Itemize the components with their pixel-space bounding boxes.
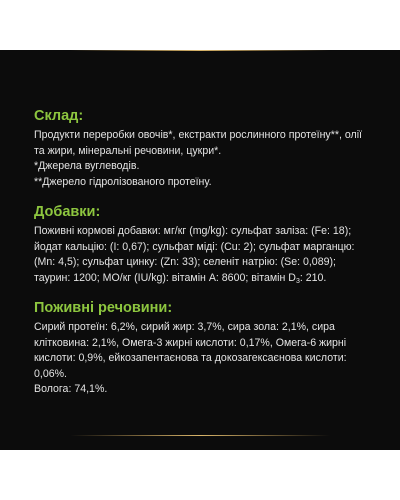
nutrients-moisture: Волога: 74,1%. [34, 383, 108, 395]
additives-section [34, 204, 374, 286]
top-gold-divider [70, 50, 330, 51]
label-content [34, 108, 374, 412]
label-panel [0, 50, 400, 450]
additives-paragraph [34, 224, 374, 286]
additives-text [34, 224, 374, 286]
nutrients-heading: Поживні речовини: [34, 300, 173, 316]
composition-footnote-2: **Джерело гідролізованого протеїну. [34, 175, 212, 188]
additives-end-text: : 210. [299, 271, 327, 284]
additives-heading: Добавки: [34, 204, 101, 220]
additives-main-text: Поживні кормові добавки: мг/кг (mg/kg): сульфат заліза: (Fe: 18); йодат кальцію: (I: 0,67); сульфат міді: (Cu: 2); сульфат марганцю: (Mn: 4,5); сульфат цинку: (Zn: 33); селеніт натрію: (Se: 0,089); таурин: 1200; МО/кг (IU/kg): вітамін А: 8600; вітамін D [34, 225, 355, 284]
bottom-gold-divider [70, 435, 330, 436]
composition-ingredients: Продукти переробки овочів*, екстракти рослинного протеїну**, олії та жири, мінеральні речовини, цукри*. [34, 129, 362, 157]
composition-footnote-1: *Джерела вуглеводів. [34, 160, 140, 172]
nutrients-text [34, 320, 374, 398]
nutrients-section [34, 300, 374, 398]
composition-section [34, 108, 374, 190]
composition-heading: Склад: [34, 108, 84, 124]
vitamin-d-subscript: 3 [295, 277, 300, 285]
nutrients-values: Сирий протеїн: 6,2%, сирий жир: 3,7%, сира зола: 2,1%, сира клітковина: 2,1%, Омега-3 жирні кислоти: 0,17%, Омега-6 жирні кислоти: 0,9%, ейкозапентаєнова та докозагексаєнова кислоти: 0,06%. [34, 321, 347, 380]
composition-text [34, 128, 374, 190]
